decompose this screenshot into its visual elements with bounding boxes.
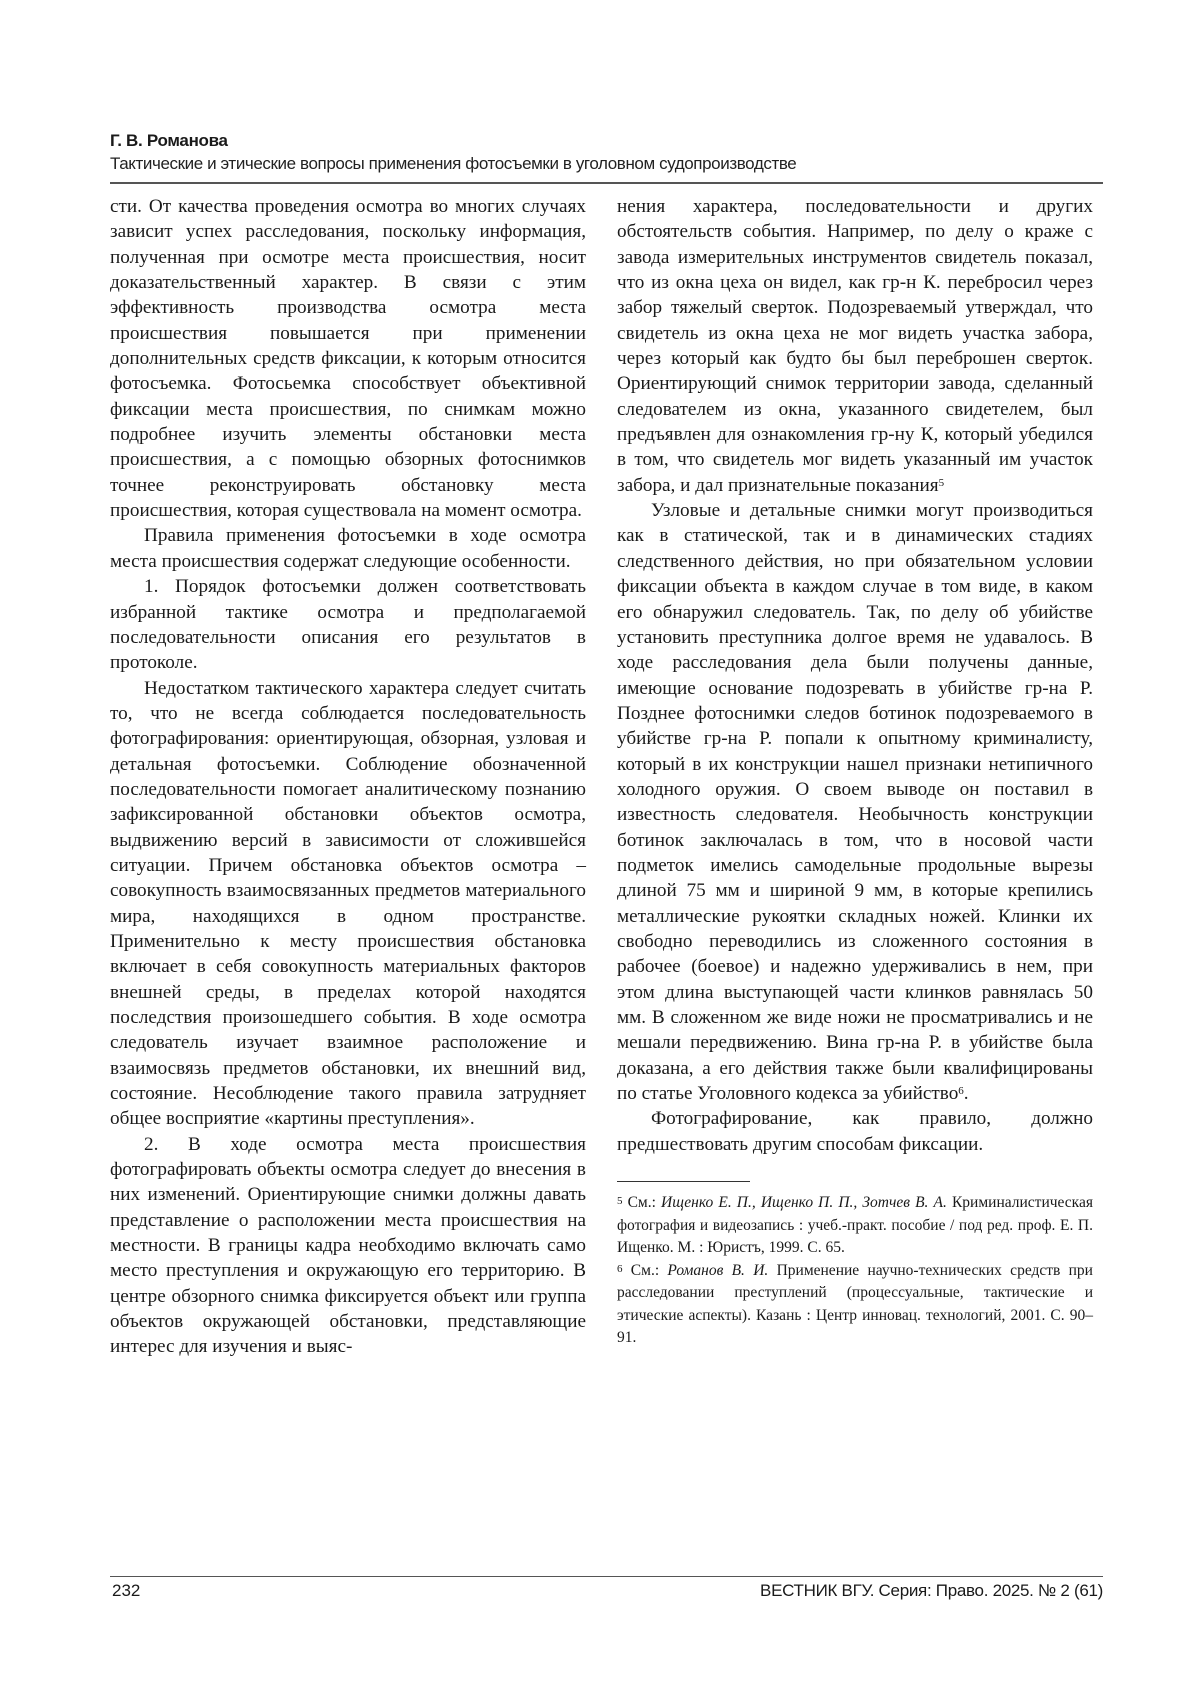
paragraph: 2. В ходе осмотра места происшествия фотографировать объекты осмотра следует до внесения в них изменений. Ориентирующие снимки должны давать представление о расположении места происшествия на местности. В границы кадра необходимо включать само место преступления и окружающую его территорию. В центре обзорного снимка фиксируется объект или группа объектов окружающей обстановки, представляющие интерес для изучения и выяс- — [110, 1133, 586, 1358]
footnote: $^6$ См.: Романов В. И. Применение научно-технических средств при расследовании преступлений (процессуальные, тактические и этические аспекты). Казань : Центр инновац. технологий, 2001. С. 90–91. — [617, 1261, 1093, 1347]
footnote: $^5$ См.: Ищенко Е. П., Ищенко П. П., Зотчев В. А. Криминалистическая фотография и видеозапись : учеб.-практ. пособие / под ред. проф. Е. П. Ищенко. М. : Юристъ, 1999. С. 65. — [617, 1194, 1093, 1257]
paragraph: сти. От качества проведения осмотра во многих случаях зависит успех расследования, поскольку информация, полученная при осмотре места происшествия, носит доказательственный характер. В связи с этим эффективность производства осмотра места происшествия повышается при применении дополнительных средств фиксации, к которым относится фотосъемка. Фотосьемка способствует объективной фиксации места происшествия, по снимкам можно подробнее изучить элементы обстановки места происшествия, а с помощью обзорных фотоснимков точнее реконструировать обстановку места происшествия, которая существовала на момент осмотра. — [110, 196, 586, 522]
footnote-ref[interactable]: 5 — [938, 476, 945, 489]
paragraph-text: нения характера, последовательности и других обстоятельств события. Например, по делу о краже с завода измерительных инструментов свидетель показал, что из окна цеха он видел, как гр-н К. перебросил через забор тяжелый сверток. Подозреваемый утверждал, что свидетель из окна цеха не мог видеть участка забора, через который как будто бы был переброшен сверток. Ориентирующий снимок территории завода, сделанный следователем из окна, указанного свидетелем, был предъявлен для ознакомления гр-ну К, который убедился в том, что свидетель мог видеть указанный им участок забора, и дал признательные показания — [617, 196, 1093, 496]
footnote-ref[interactable]: 6 — [958, 1085, 964, 1098]
paragraph-text: Узловые и детальные снимки могут производиться как в статической, так и в динамических стадиях следственного действия, но при обязательном условии фиксации объекта в каждом случае в том виде, в каком его обнаружил следователь. Так, по делу об убийстве установить преступника долгое время не удавалось. В ходе расследования дела были получены данные, имеющие основание подозревать в убийстве гр-на Р. Позднее фотоснимки следов ботинок подозреваемого в убийстве гр-на Р. попали к опытному криминалисту, который в их конструкции нашел признаки нетипичного холодного оружия. О своем выводе он поставил в известность следователя. Необычность конструкции ботинок заключалась в том, что в носовой части подметок имелись самодельные продольные вырезы длиной 75 мм и шириной 9 мм, в которые крепились металлические рукоятки складных ножей. Клинки их свободно переводились из сложенного состояния в рабочее (боевое) и надежно удерживались в нем, при этом длина выступающей части клинков равнялась 50 мм. В сложенном же виде ножи не просматривались и не мешали передвижению. Вина гр-на Р. в убийстве была доказана, а его действия также были квалифицированы по статье Уголовного кодекса за убийство — [617, 500, 1093, 1105]
paragraph: Недостатком тактического характера следует считать то, что не всегда соблюдается последовательность фотографирования: ориентирующая, обзорная, узловая и детальная фотосъемки. Соблюдение обозначенной последовательности помогает аналитическому познанию зафиксированной обстановки объектов осмотра, выдвижению версий в зависимости от сложившейся ситуации. Причем обстановка объектов осмотра – совокупность взаимосвязанных предметов материального мира, находящихся в одном пространстве. Применительно к месту происшествия обстановка включает в себя совокупность материальных факторов внешней среды, в пределах которой находятся последствия произошедшего события. В ходе осмотра следователь изучает взаимное расположение и взаимосвязь предметов обстановки, их внешний вид, состояние. Несоблюдение такого правила затрудняет общее восприятие «картины преступления». — [110, 677, 586, 1130]
page-number: 232 — [112, 1581, 141, 1600]
paragraph: Узловые и детальные снимки могут производиться как в статической, так и в динамических стадиях следственного действия, но при обязательном условии фиксации объекта в каждом случае в том виде, в каком его обнаружил следователь. Так, по делу об убийстве установить преступника долгое время не удавалось. В ходе расследования дела были получены данные, имеющие основание подозревать в убийстве гр-на Р. Позднее фотоснимки следов ботинок подозреваемого в убийстве гр-на Р. попали к опытному криминалисту, который в их конструкции нашел признаки нетипичного холодного оружия. О своем выводе он поставил в известность следователя. Необычность конструкции ботинок заключалась в том, что в носовой части подметок имелись самодельные продольные вырезы длиной 75 мм и шириной 9 мм, в которые крепились металлические рукоятки складных ножей. Клинки их свободно переводились из сложенного состояния в рабочее (боевое) и надежно удерживались в нем, при этом длина выступающей части клинков равнялась 50 мм. В сложенном же виде ножи не просматривались и не мешали передвижению. Вина гр-на Р. в убийстве была доказана, а его действия также были квалифицированы по статье Уголовного кодекса за убийство$^6$. — [617, 500, 1093, 1105]
footnote-number: 5 — [617, 1195, 623, 1208]
footnote-separator — [617, 1181, 750, 1182]
author-name: Г. В. Романова — [110, 131, 228, 150]
footnote-authors: Романов В. И. — [667, 1261, 769, 1279]
right-column — [617, 194, 1093, 1350]
paragraph: 1. Порядок фотосъемки должен соответствовать избранной тактике осмотра и предполагаемой последовательности описания его результатов в протоколе. — [110, 576, 586, 674]
footer-rule — [110, 1576, 1103, 1577]
paragraph — [617, 194, 1093, 498]
header-rule — [110, 182, 1103, 184]
article-title: Тактические и этические вопросы применения фотосъемки в уголовном судопроизводстве — [110, 154, 797, 173]
left-column — [110, 194, 586, 1360]
running-header — [110, 130, 1103, 176]
journal-name: ВЕСТНИК ВГУ. Серия: Право. 2025. № 2 (61) — [760, 1581, 1103, 1600]
paragraph: Фотографирование, как правило, должно предшествовать другим способам фиксации. — [617, 1108, 1093, 1155]
footnote-authors: Ищенко Е. П., Ищенко П. П., Зотчев В. А. — [661, 1194, 947, 1212]
paragraph: Правила применения фотосъемки в ходе осмотра места происшествия содержат следующие особенности. — [110, 525, 586, 572]
footnote-number: 6 — [617, 1262, 623, 1275]
